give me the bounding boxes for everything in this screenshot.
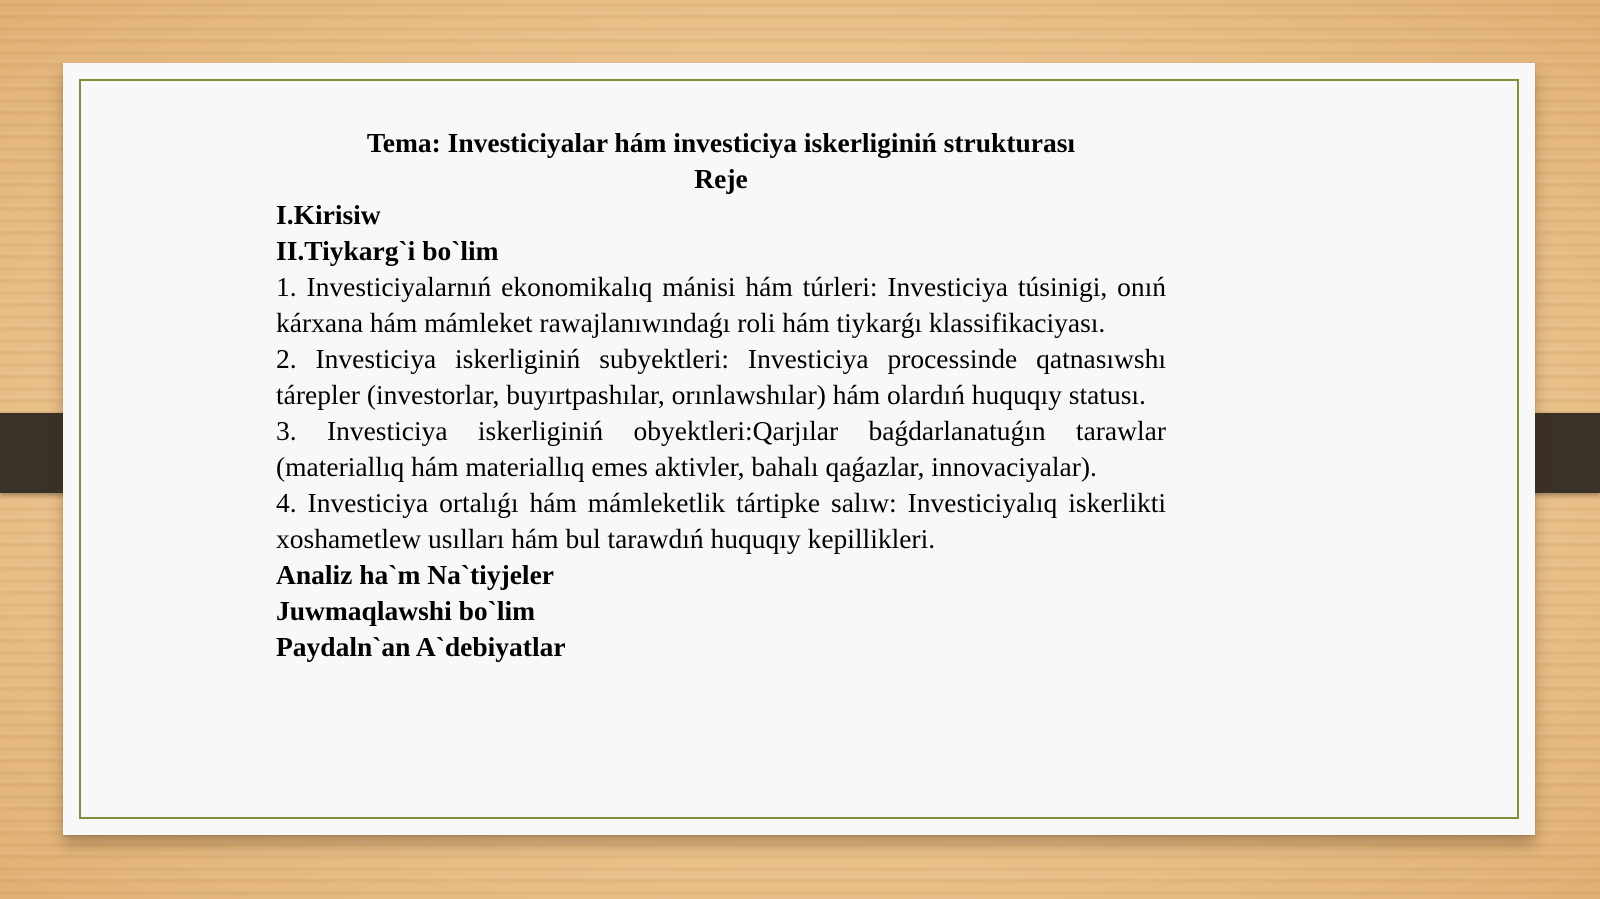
- list-item-4: 4. Investiciya ortalıǵı hám mámleketlik tártipke salıw: Investiciyalıq iskerlikti xoshametlew usılları hám bul tarawdıń huquqıy kepillikleri.: [276, 487, 1166, 554]
- slide-title: Tema: Investiciyalar hám investiciya iskerliginiń strukturası: [366, 127, 1076, 158]
- list-item-3: 3. Investiciya iskerliginiń obyektleri:Qarjılar baǵdarlanatuǵın tarawlar (materiallıq hám materiallıq emes aktivler, bahalı qaǵazlar, innovaciyalar).: [276, 415, 1166, 482]
- slide-subtitle: Reje: [694, 163, 748, 194]
- section-intro: I.Kirisiw: [276, 199, 381, 230]
- list-item-2: 2. Investiciya iskerliginiń subyektleri: Investiciya processinde qatnasıwshı tárepler (investorlar, buyırtpashılar, orınlawshılar) hám olardıń huquqıy statusı.: [276, 343, 1166, 410]
- slide-content: [276, 125, 1166, 665]
- section-references: Paydaln`an A`debiyatlar: [276, 631, 566, 662]
- section-main: II.Tiykarg`i bo`lim: [276, 235, 499, 266]
- slide-card: [63, 63, 1535, 835]
- section-conclusion: Juwmaqlawshi bo`lim: [276, 595, 536, 626]
- list-item-1: 1. Investiciyalarnıń ekonomikalıq mánisi hám túrleri: Investiciya túsinigi, onıń kárxana hám mámleket rawajlanıwındaǵı roli hám tiykarǵı klassifikaciyası.: [276, 271, 1166, 338]
- section-analysis: Analiz ha`m Na`tiyjeler: [276, 559, 554, 590]
